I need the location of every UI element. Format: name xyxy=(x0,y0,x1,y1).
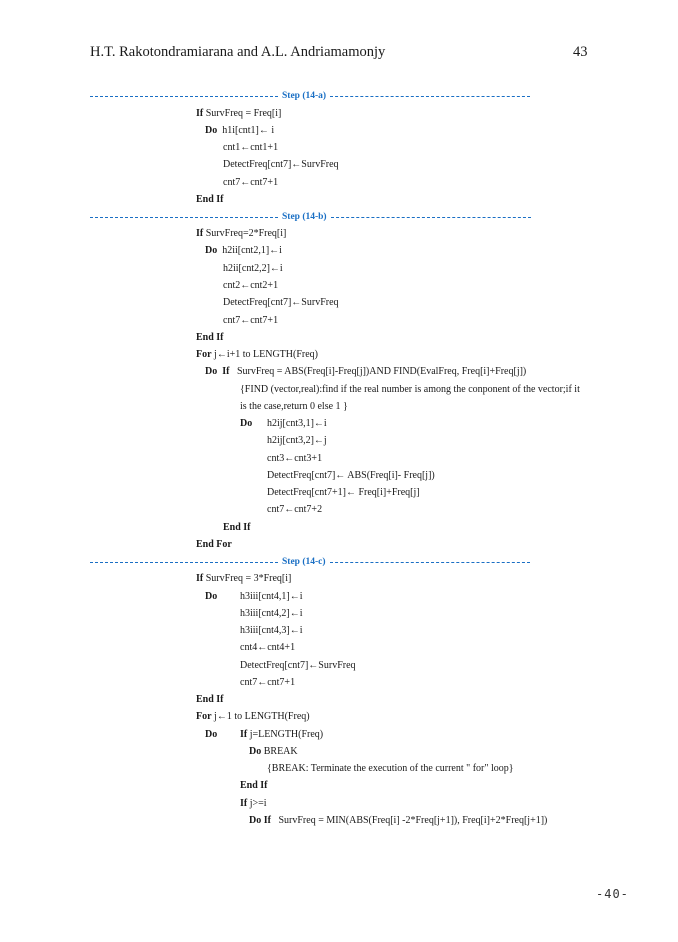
code-line: cnt7←cnt7+1 xyxy=(223,315,279,326)
kw-if: If xyxy=(240,729,248,740)
code-line: cnt3←cnt3+1 xyxy=(267,453,323,464)
code-line: DetectFreq[cnt7]← ABS(Freq[i]- Freq[j]) xyxy=(267,470,435,481)
code-line: cnt7←cnt7+1 xyxy=(223,177,279,188)
kw-do: Do xyxy=(205,591,218,602)
code-line-end-if: End If xyxy=(196,332,224,343)
code-text: h1i[cnt1]← i xyxy=(222,125,275,136)
step-separator-a xyxy=(90,90,535,102)
code-line xyxy=(249,815,547,827)
code-text: j=LENGTH(Freq) xyxy=(249,729,324,740)
code-text: SurvFreq = ABS(Freq[i]-Freq[j])AND FIND(EvalFreq, Freq[i]+Freq[j]) xyxy=(236,366,527,377)
code-text: h2ii[cnt2,1]←i xyxy=(222,245,282,256)
code-text: j>=i xyxy=(249,798,267,809)
code-text: SurvFreq = MIN(ABS(Freq[i] -2*Freq[j+1]), Freq[i]+2*Freq[j+1]) xyxy=(278,815,548,826)
code-line xyxy=(205,245,282,257)
page-number: -40- xyxy=(596,887,629,901)
code-line-end-if: End If xyxy=(196,194,224,205)
code-line xyxy=(205,125,274,137)
kw-do: Do xyxy=(205,125,218,136)
code-line: cnt4←cnt4+1 xyxy=(240,642,296,653)
code-line: cnt1←cnt1+1 xyxy=(223,142,279,153)
kw-do: Do xyxy=(240,418,253,429)
code-line xyxy=(196,349,318,361)
code-line-end-if: End If xyxy=(223,522,251,533)
kw-do: Do xyxy=(205,245,218,256)
kw-for: For xyxy=(196,711,212,722)
code-line xyxy=(196,108,281,120)
code-line: DetectFreq[cnt7]←SurvFreq xyxy=(223,297,339,308)
step-label-b: Step (14-b) xyxy=(282,212,327,222)
code-line-end-for: End For xyxy=(196,539,232,550)
code-line: cnt2←cnt2+1 xyxy=(223,280,279,291)
code-line: h2ii[cnt2,2]←i xyxy=(223,263,283,274)
code-line: h3iii[cnt4,2]←i xyxy=(240,608,303,619)
kw-if: If xyxy=(240,798,248,809)
running-header-page: 43 xyxy=(573,44,588,60)
code-line: DetectFreq[cnt7]←SurvFreq xyxy=(223,159,339,170)
code-text: j←1 to LENGTH(Freq) xyxy=(214,711,310,722)
code-text: j←i+1 to LENGTH(Freq) xyxy=(214,349,319,360)
code-line xyxy=(249,746,298,758)
running-header-authors: H.T. Rakotondramiarana and A.L. Andriamamonjy xyxy=(90,44,386,60)
step-separator-c xyxy=(90,556,535,568)
code-line: h3iii[cnt4,3]←i xyxy=(240,625,303,636)
kw-if: If xyxy=(196,573,204,584)
step-separator-b xyxy=(90,211,535,223)
kw-for: For xyxy=(196,349,212,360)
kw-do: Do xyxy=(249,746,262,757)
code-line: DetectFreq[cnt7]←SurvFreq xyxy=(240,660,356,671)
code-line xyxy=(196,228,286,240)
code-line xyxy=(240,729,323,741)
step-label-a: Step (14-a) xyxy=(282,91,327,101)
code-line xyxy=(196,711,310,723)
kw-do: Do xyxy=(249,815,262,826)
kw-do: Do xyxy=(205,366,218,377)
code-line-end-if: End If xyxy=(240,780,268,791)
code-line: h2ij[cnt3,2]←j xyxy=(267,435,327,446)
code-line: h2ij[cnt3,1]←i xyxy=(267,418,327,429)
step-label-c: Step (14-c) xyxy=(282,557,326,567)
code-comment: is the case,return 0 else 1 } xyxy=(240,401,348,412)
code-text: SurvFreq = Freq[i] xyxy=(205,108,282,119)
code-comment: {BREAK: Terminate the execution of the current " for" loop} xyxy=(267,763,514,774)
code-line: DetectFreq[cnt7+1]← Freq[i]+Freq[j] xyxy=(267,487,420,498)
code-line: cnt7←cnt7+1 xyxy=(240,677,296,688)
code-text: SurvFreq = 3*Freq[i] xyxy=(205,573,292,584)
kw-if: If xyxy=(263,815,271,826)
code-line-end-if: End If xyxy=(196,694,224,705)
code-line xyxy=(196,573,291,585)
kw-if: If xyxy=(196,228,204,239)
kw-do: Do xyxy=(205,729,218,740)
code-text: SurvFreq=2*Freq[i] xyxy=(205,228,287,239)
kw-if: If xyxy=(222,366,230,377)
code-line xyxy=(240,418,252,430)
code-line xyxy=(240,798,267,810)
kw-if: If xyxy=(196,108,204,119)
code-line: h3iii[cnt4,1]←i xyxy=(240,591,303,602)
code-line xyxy=(205,366,526,378)
code-comment: {FIND (vector,real):find if the real number is among the conponent of the vector;if it xyxy=(240,384,580,395)
code-text: BREAK xyxy=(263,746,298,757)
code-line: cnt7←cnt7+2 xyxy=(267,504,323,515)
